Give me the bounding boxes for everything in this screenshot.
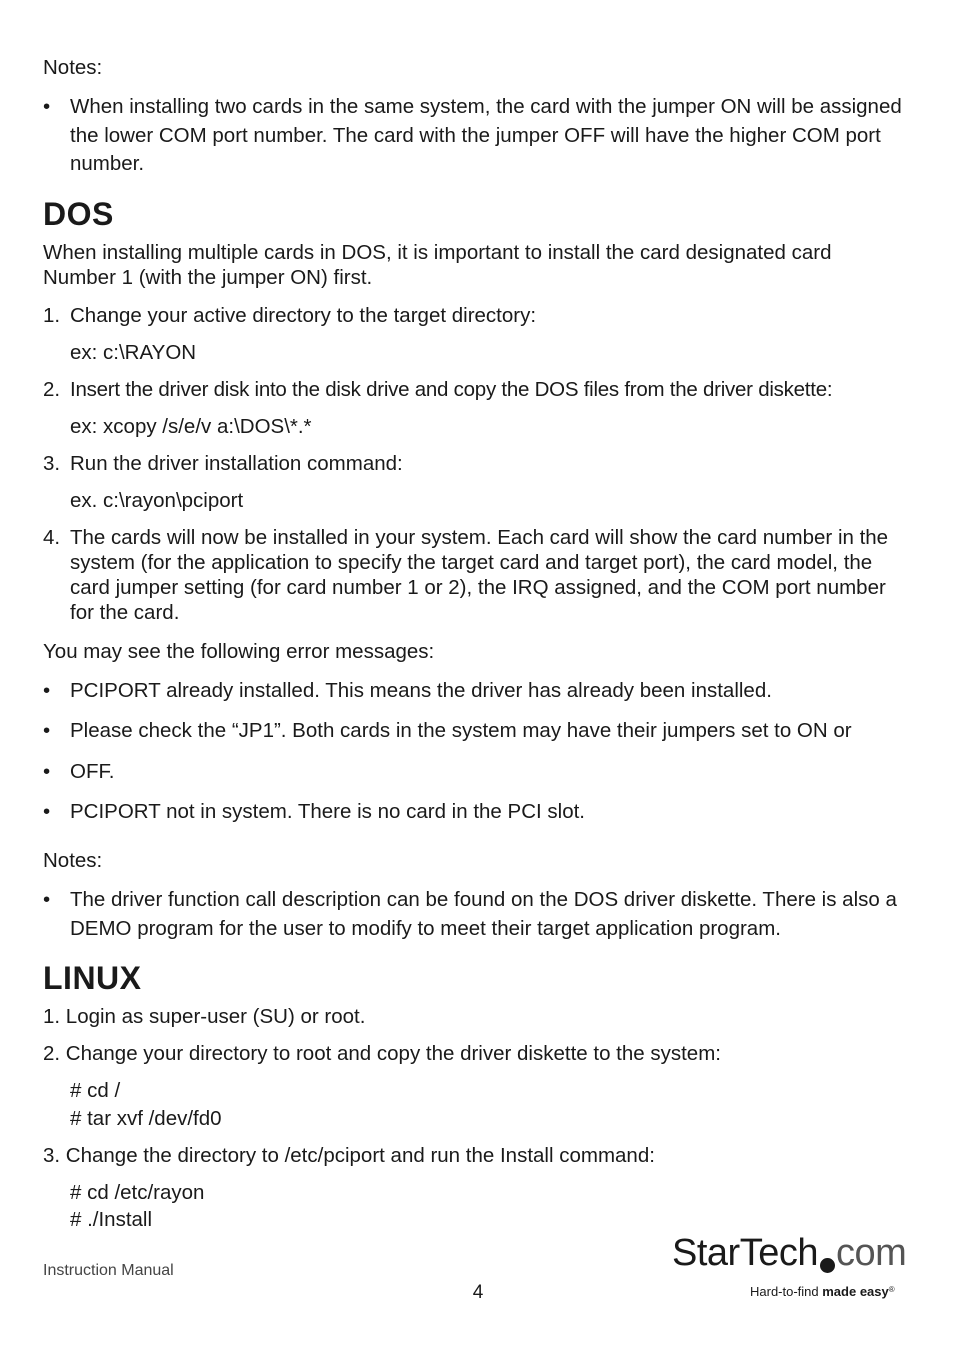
registered-mark: ® — [888, 1285, 895, 1294]
startech-logo — [672, 1232, 912, 1307]
page-number: 4 — [472, 1282, 484, 1303]
logo-wordmark — [672, 1232, 906, 1274]
linux-command: # cd /etc/rayon — [70, 1181, 205, 1204]
error-text: Please check the “JP1”. Both cards in the system may have their jumpers set to ON or — [70, 719, 852, 742]
step-example: ex: xcopy /s/e/v a:\DOS\*.* — [70, 415, 312, 438]
step-example: ex. c:\rayon\pciport — [70, 489, 244, 512]
bullet-icon: • — [43, 679, 51, 702]
step-text: Insert the driver disk into the disk drive and copy the DOS files from the driver diskette: — [70, 378, 833, 401]
step-text: The cards will now be installed in your system. Each card will show the card number in the system (for the application to specify the target card and target port), the card model, the card jumper setting (for card number 1 or 2), the IRQ assigned, and the COM port number for the card. — [70, 526, 889, 624]
footer-document-title: Instruction Manual — [43, 1262, 174, 1279]
tagline-bold: made easy — [822, 1284, 889, 1299]
bullet-icon: • — [43, 800, 51, 823]
step-example: ex: c:\RAYON — [70, 341, 197, 364]
tagline-regular: Hard-to-find — [750, 1284, 823, 1299]
note-text: The driver function call description can be found on the DOS driver diskette. There is also a DEMO program for the user to modify to meet their target application program. — [70, 888, 897, 940]
notes-label: Notes: — [43, 56, 103, 79]
bullet-icon: • — [43, 719, 51, 742]
step-text: Run the driver installation command: — [70, 452, 403, 475]
step-number: 1. — [43, 304, 61, 327]
error-text: OFF. — [70, 760, 115, 783]
note-text: When installing two cards in the same system, the card with the jumper ON will be assigned the lower COM port number. The card with the jumper OFF will have the higher COM port number. — [70, 95, 902, 175]
linux-step: 3. Change the directory to /etc/pciport and run the Install command: — [43, 1144, 655, 1167]
error-text: PCIPORT already installed. This means the driver has already been installed. — [70, 679, 772, 702]
logo-main-text: StarTech — [672, 1232, 818, 1274]
linux-command: # ./Install — [70, 1208, 153, 1231]
section-heading-dos: DOS — [43, 196, 114, 232]
logo-tagline — [750, 1282, 895, 1300]
step-number: 2. — [43, 378, 61, 401]
step-number: 4. — [43, 526, 61, 549]
error-text: PCIPORT not in system. There is no card in the PCI slot. — [70, 800, 585, 823]
bullet-icon: • — [43, 760, 51, 783]
logo-com-text: com — [835, 1232, 907, 1274]
bullet-icon: • — [43, 888, 51, 911]
errors-intro: You may see the following error messages: — [43, 640, 435, 663]
bullet-icon: • — [43, 95, 51, 118]
linux-step: 1. Login as super-user (SU) or root. — [43, 1005, 366, 1028]
notes-label: Notes: — [43, 849, 103, 872]
linux-command: # cd / — [70, 1079, 121, 1102]
linux-command: # tar xvf /dev/fd0 — [70, 1107, 222, 1130]
step-text: Change your active directory to the target directory: — [70, 304, 537, 327]
section-heading-linux: LINUX — [43, 960, 142, 996]
step-number: 3. — [43, 452, 61, 475]
linux-step: 2. Change your directory to root and copy the driver diskette to the system: — [43, 1042, 721, 1065]
dos-intro: When installing multiple cards in DOS, it is important to install the card designated card Number 1 (with the jumper ON) first. — [43, 241, 832, 289]
logo-dot-icon — [820, 1258, 835, 1273]
